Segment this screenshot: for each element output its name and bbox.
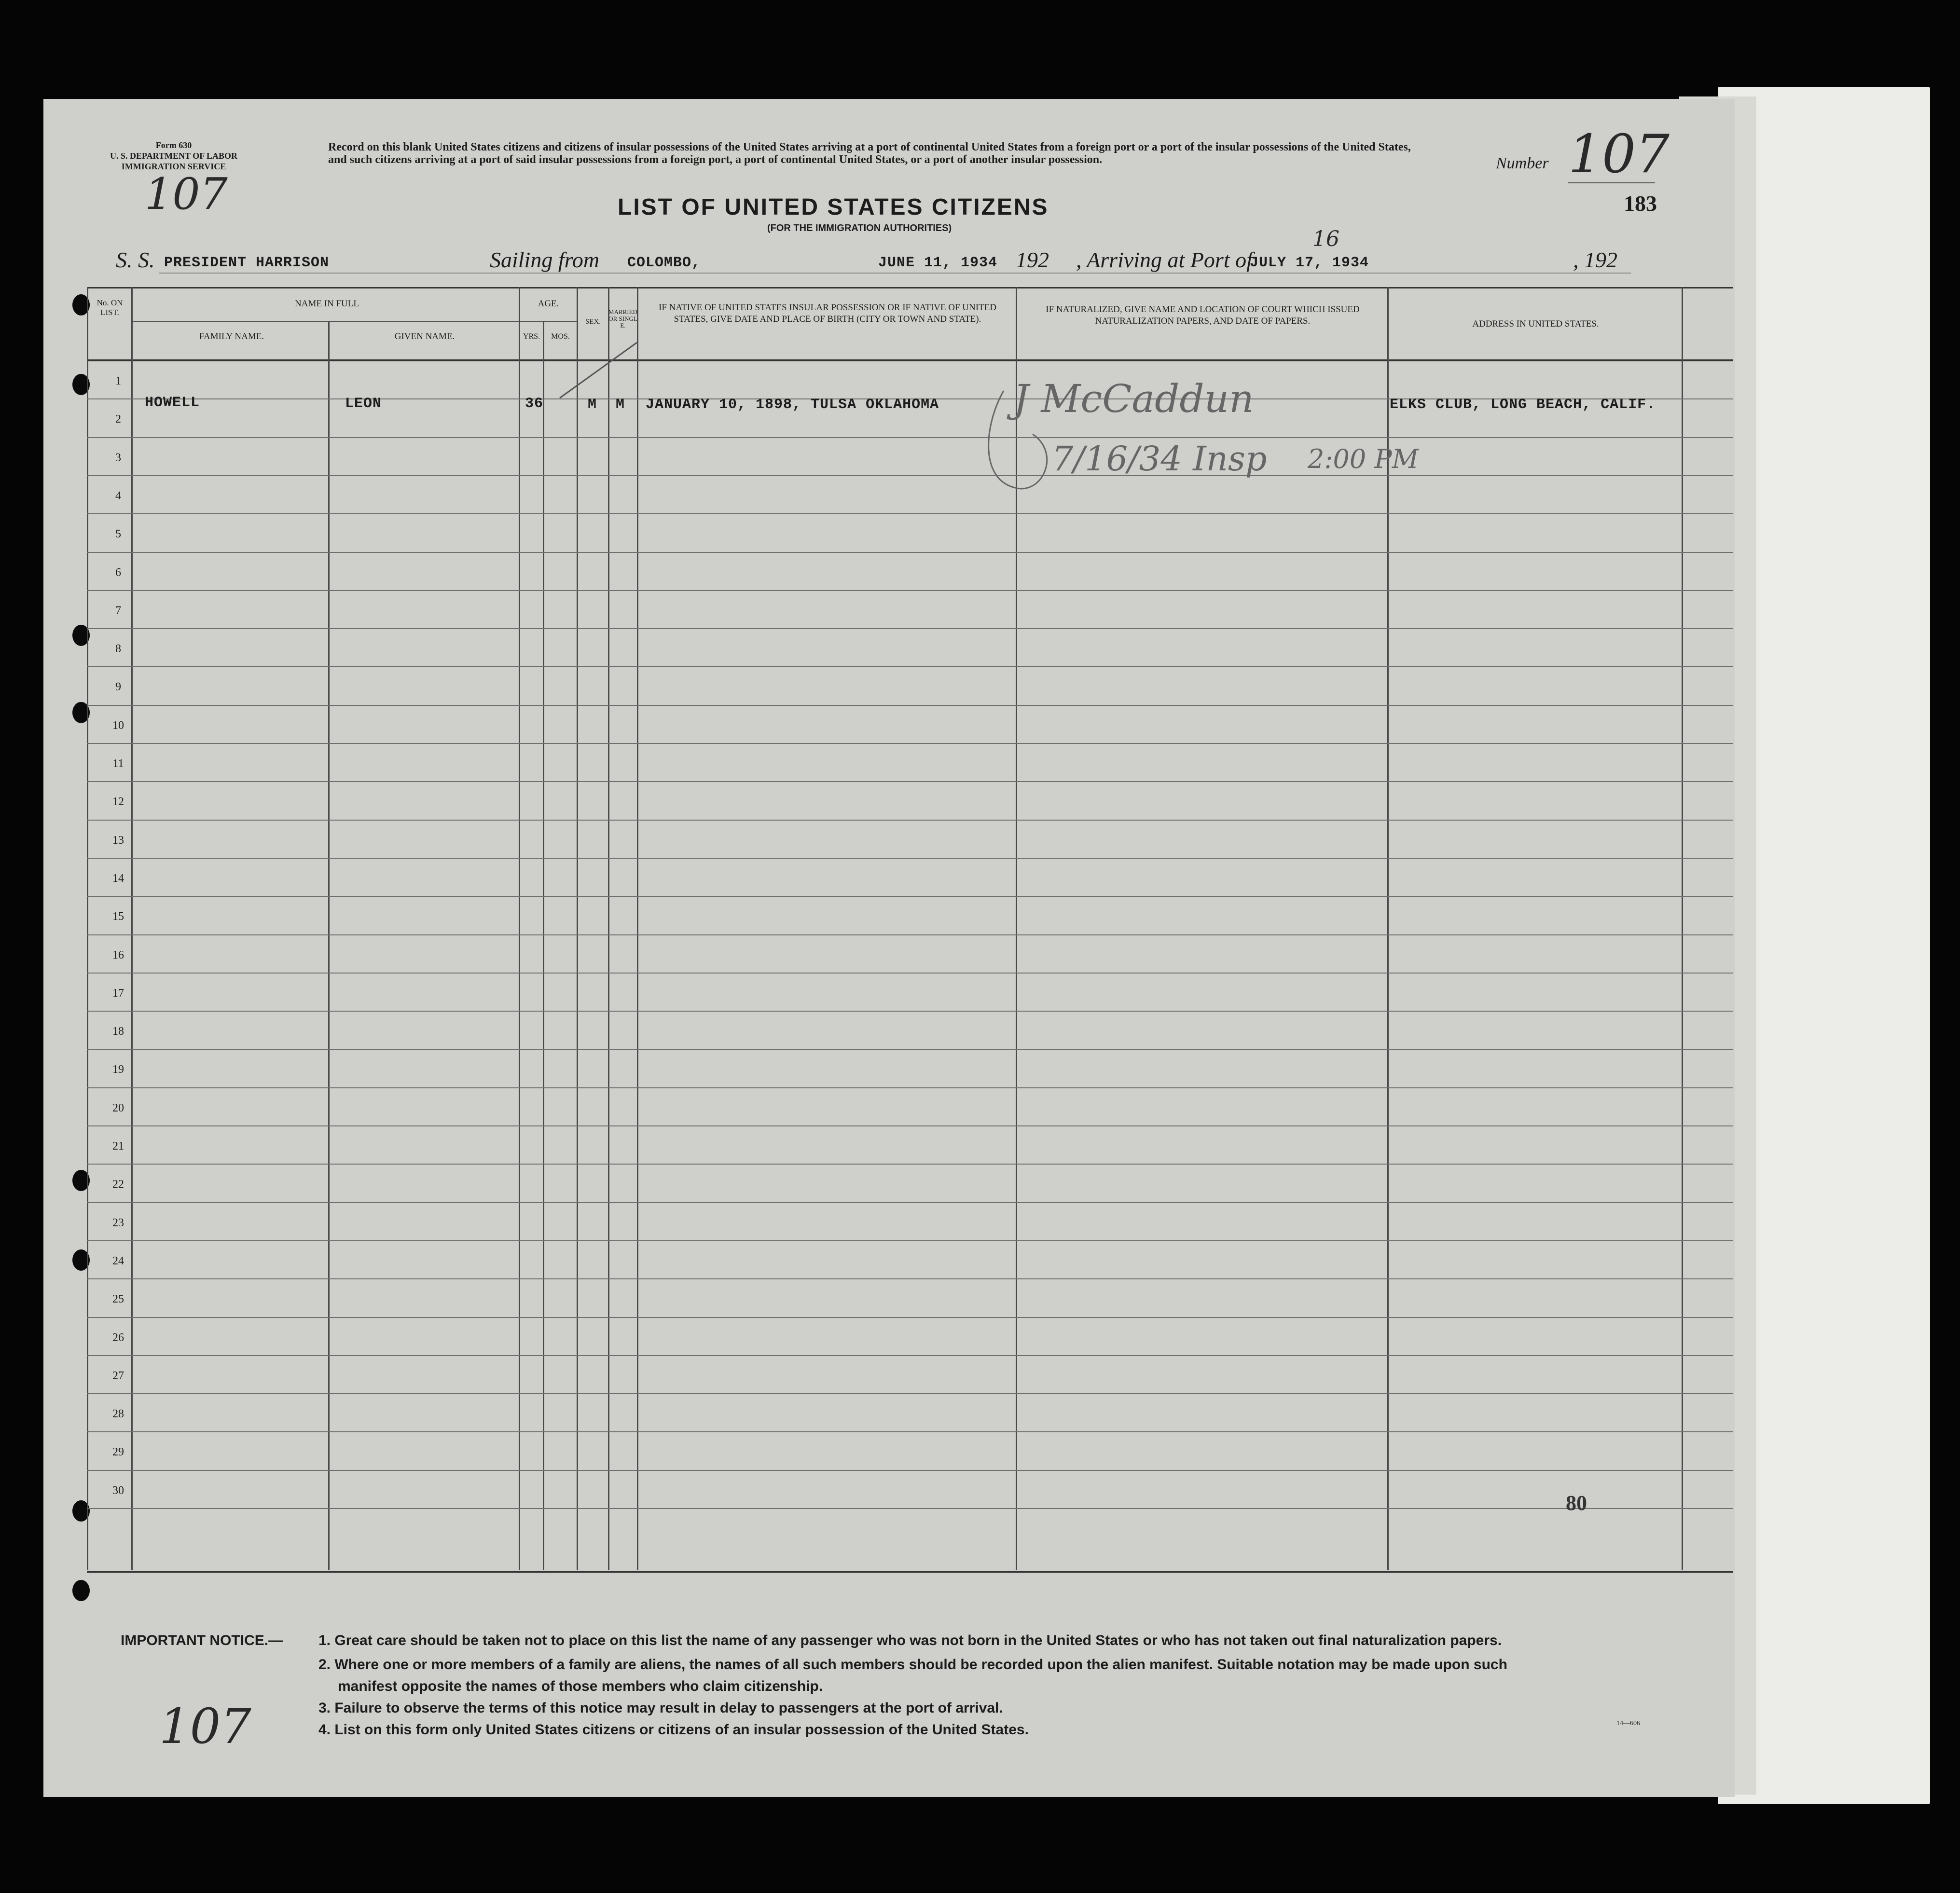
entry-age: 36: [525, 396, 544, 412]
row-number: 26: [112, 1331, 124, 1344]
handwritten-bottom-left: 107: [159, 1698, 251, 1755]
department: U. S. DEPARTMENT OF LABOR: [110, 151, 238, 161]
arriving-date: JULY 17, 1934: [1250, 255, 1369, 271]
form-id: [92, 140, 256, 172]
entry-married: M: [616, 397, 625, 413]
page-number: 183: [1624, 191, 1657, 216]
inspector-signature: [975, 376, 1419, 516]
row-rule: [87, 858, 1733, 859]
row-number: 19: [112, 1063, 124, 1076]
row-rule: [87, 513, 1733, 514]
entry-birth: JANUARY 10, 1898, TULSA OKLAHOMA: [646, 397, 939, 413]
row-number: 7: [115, 604, 121, 617]
row-number: 17: [112, 987, 124, 1000]
row-number: 24: [112, 1254, 124, 1267]
entry-given-name: LEON: [345, 396, 382, 412]
row-rule: [87, 590, 1733, 591]
number-label: Number: [1496, 154, 1549, 172]
form-number: Form 630: [155, 140, 192, 150]
row-rule: [87, 1393, 1733, 1394]
row-rule: [87, 1125, 1733, 1126]
row-number: 2: [115, 413, 121, 426]
notice-2-cont: manifest opposite the names of those members who claim citizenship.: [338, 1678, 823, 1694]
header-age: AGE.: [538, 299, 559, 309]
row-number: 21: [112, 1140, 124, 1152]
row-number: 12: [112, 796, 124, 809]
stamp-line-2: 7/16/34 Insp: [1052, 439, 1267, 479]
number-underline: [1568, 182, 1655, 183]
row-rule: [87, 1164, 1733, 1165]
row-rule: [87, 705, 1733, 706]
arriving-label: , Arriving at Port of: [1076, 247, 1253, 272]
row-number: 9: [115, 681, 121, 694]
row-rule: [87, 1508, 1733, 1509]
row-number: 4: [115, 489, 121, 502]
header-family-name: FAMILY NAME.: [199, 331, 264, 342]
row-number: 18: [112, 1025, 124, 1038]
service: IMMIGRATION SERVICE: [121, 162, 226, 171]
notice-1: 1. Great care should be taken not to place on this list the name of any passenger who was not born in the United States or who has not taken out final naturalization papers.: [318, 1632, 1502, 1648]
row-rule: [87, 1355, 1733, 1356]
row-rule: [87, 1011, 1733, 1012]
row-rule: [87, 666, 1733, 667]
row-rule: [87, 1431, 1733, 1432]
row-number: 8: [115, 643, 121, 656]
row-rule: [87, 781, 1733, 782]
row-number: 5: [115, 528, 121, 541]
row-rule: [87, 820, 1733, 821]
row-rule: [87, 437, 1733, 438]
row-number: 15: [112, 910, 124, 923]
row-number: 22: [112, 1178, 124, 1191]
sailing-port: COLOMBO,: [627, 255, 701, 271]
stamp-time: 2:00 PM: [1308, 444, 1419, 474]
number-value: 107: [1568, 123, 1670, 185]
header-yrs: YRS.: [523, 332, 540, 341]
ss-label: S. S.: [116, 247, 155, 272]
year-printed-1: 192: [1016, 247, 1049, 272]
row-number: 27: [112, 1369, 124, 1382]
header-given-name: GIVEN NAME.: [394, 331, 455, 342]
header-married-single: MARRIED OR SINGLE.: [608, 308, 637, 329]
form-code: 14—606: [1616, 1720, 1640, 1727]
row-number: 13: [112, 834, 124, 847]
name-subheader-rule: [133, 321, 519, 322]
row-number: 3: [115, 451, 121, 464]
page-title: LIST OF UNITED STATES CITIZENS: [618, 194, 1049, 220]
row-rule: [87, 1278, 1733, 1279]
notice-2: 2. Where one or more members of a family are aliens, the names of all such members should be recorded upon the alien manifest. Suitable notation may be made upon such: [318, 1657, 1507, 1673]
entry-sex: M: [588, 397, 597, 413]
row-rule: [87, 973, 1733, 974]
header-birth: IF NATIVE OF UNITED STATES INSULAR POSSESSION OR IF NATIVE OF UNITED STATES, GIVE DATE AND PLACE OF BIRTH (CITY OR TOWN AND STATE).: [659, 302, 996, 324]
row-number: 11: [112, 757, 124, 770]
col-line: [1682, 287, 1683, 1570]
row-rule: [87, 1470, 1733, 1471]
row-number: 6: [115, 566, 121, 579]
row-number: 29: [112, 1446, 124, 1459]
ship-name: PRESIDENT HARRISON: [164, 255, 330, 271]
bottom-count: 80: [1566, 1491, 1587, 1515]
manifest-table: [87, 287, 1733, 1573]
age-subheader-rule: [519, 321, 577, 322]
header-sex: SEX.: [585, 318, 601, 326]
voyage-underline: [159, 273, 1631, 274]
row-number: 10: [112, 719, 124, 732]
row-number: 23: [112, 1216, 124, 1229]
instructions: Record on this blank United States citizens and citizens of insular possessions of the United States arriving at a port of continental United States from a foreign port or a port of the insular possessions of the United States, and such citizens arriving at a port of said insular possessions from a foreign port, a port of continental United States, or a port of another insular possession.: [328, 141, 1411, 166]
row-rule: [87, 743, 1733, 744]
row-rule: [87, 934, 1733, 935]
col-line: [608, 287, 609, 1570]
col-line: [543, 321, 544, 1570]
sailing-date: JUNE 11, 1934: [878, 255, 998, 271]
row-rule: [87, 896, 1733, 897]
row-rule: [87, 1049, 1733, 1050]
notice-label: IMPORTANT NOTICE.—: [121, 1632, 283, 1648]
row-rule: [87, 1087, 1733, 1088]
col-line: [519, 287, 520, 1570]
header-no-on-list: No. ON LIST.: [97, 298, 123, 317]
col-line: [577, 287, 578, 1570]
row-number: 25: [112, 1293, 124, 1306]
pencil-mark: [555, 338, 642, 400]
punch-hole: [72, 1580, 90, 1601]
row-rule: [87, 1317, 1733, 1318]
row-rule: [87, 552, 1733, 553]
handwritten-top-left: 107: [145, 169, 228, 219]
row-rule: [87, 1240, 1733, 1241]
row-number: 16: [112, 948, 124, 961]
row-rule: [87, 1202, 1733, 1203]
year-printed-2: , 192: [1573, 247, 1617, 272]
header-address: ADDRESS IN UNITED STATES.: [1472, 319, 1599, 329]
col-line: [87, 287, 88, 1570]
col-line: [328, 321, 330, 1570]
entry-address: ELKS CLUB, LONG BEACH, CALIF.: [1390, 397, 1656, 413]
page-subtitle: (FOR THE IMMIGRATION AUTHORITIES): [767, 223, 952, 233]
header-naturalized: IF NATURALIZED, GIVE NAME AND LOCATION OF COURT WHICH ISSUED NATURALIZATION PAPERS, AND DATE OF PAPERS.: [1046, 304, 1360, 326]
header-rule: [87, 359, 1733, 361]
row-number: 28: [112, 1408, 124, 1421]
notice-4: 4. List on this form only United States citizens or citizens of an insular possession of the United States.: [318, 1722, 1029, 1738]
header-mos: MOS.: [551, 332, 570, 341]
arriving-correction: 16: [1312, 227, 1339, 251]
row-rule: [87, 628, 1733, 629]
row-number: 14: [112, 872, 124, 885]
entry-family-name: HOWELL: [145, 395, 200, 411]
notice-3: 3. Failure to observe the terms of this notice may result in delay to passengers at the port of arrival.: [318, 1700, 1003, 1716]
row-number: 30: [112, 1484, 124, 1497]
col-line: [637, 287, 638, 1570]
row-number: 1: [115, 375, 121, 387]
header-name-in-full: NAME IN FULL: [295, 299, 359, 309]
sailing-label: Sailing from: [490, 247, 600, 272]
stamp-line-1: J McCaddun: [1013, 376, 1254, 421]
row-rule: [87, 475, 1733, 476]
row-number: 20: [112, 1101, 124, 1114]
